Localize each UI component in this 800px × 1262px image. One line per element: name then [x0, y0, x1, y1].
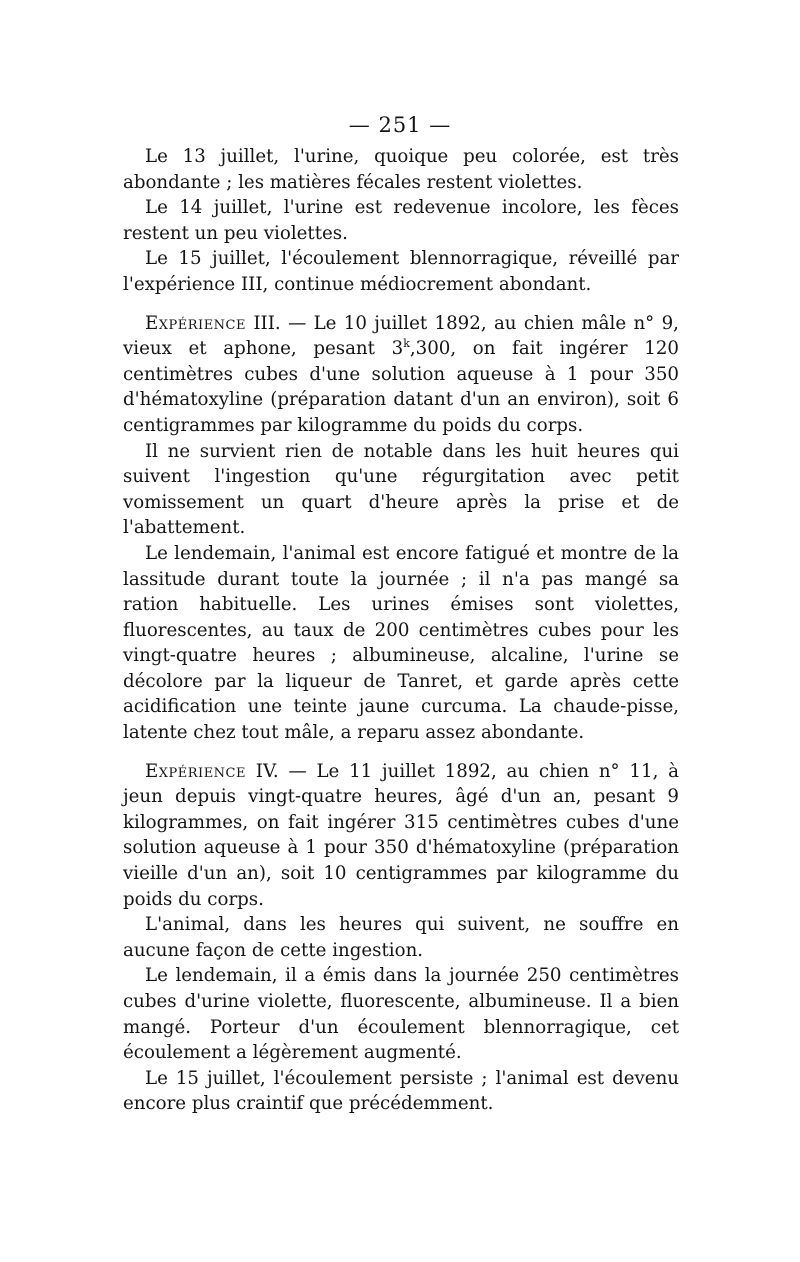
paragraph-july-14: Le 14 juillet, l'urine est redevenue incolore, les fèces restent un peu violettes. — [123, 197, 679, 244]
experience-3-intro-text-end: ,300, on fait ingérer 120 centimètres cubes d'une solution aqueuse à 1 pour 350 d'hématoxyline (préparation datant d'un an environ), soit 6 centigrammes par kilogramme du poids du corps. — [123, 338, 679, 436]
paragraph-july-15: Le 15 juillet, l'écoulement blennorragique, réveillé par l'expérience III, continue médiocrement abondant. — [123, 248, 679, 295]
weight-unit-superscript: k — [403, 337, 410, 351]
experience-number: III. — [253, 312, 281, 334]
experience-4-intro-text: — Le 11 juillet 1892, au chien n° 11, à jeun depuis vingt-quatre heures, âgé d'un an, pesant 9 kilogrammes, on fait ingérer 315 centimètres cubes d'une solution aqueuse à 1 pour 350 d'hématoxyline (préparation vieille d'un an), soit 10 centigrammes par kilogramme du poids du corps. — [123, 760, 679, 910]
experience-3-paragraph: Il ne survient rien de notable dans les huit heures qui suivent l'ingestion qu'une régurgitation avec petit vomissement un quart d'heure après la prise et de l'abattement. — [123, 440, 679, 539]
experience-label: Expérience — [145, 760, 246, 782]
experience-4-paragraph: Le 15 juillet, l'écoulement persiste ; l'animal est devenu encore plus craintif que précédemment. — [123, 1067, 679, 1115]
experience-3-paragraph: Le lendemain, l'animal est encore fatigué et montre de la lassitude durant toute la journée ; il n'a pas mangé sa ration habituelle. Les urines émises sont violettes, fluorescentes, au taux de 200 centimètres cubes pour les vingt-quatre heures ; albumineuse, alcaline, l'urine se décolore par la liqueur de Tanret, et garde après cette acidification une teinte jaune curcuma. La chaude-pisse, latente chez tout mâle, a reparu assez abondante. — [123, 542, 679, 744]
body-text — [123, 144, 679, 1117]
experience-4-paragraph: L'animal, dans les heures qui suivent, ne souffre en aucune façon de cette ingestion. — [123, 914, 679, 961]
experience-3-intro-text: — Le 10 juillet 1892, au chien mâle n° 9, vieux et aphone, pesant 3 — [123, 312, 679, 360]
experience-number: IV. — [255, 760, 279, 782]
page-number: — 251 — — [348, 113, 452, 137]
experience-4-intro — [123, 759, 679, 913]
experience-label: Expérience — [145, 312, 246, 334]
paragraph-july-13: Le 13 juillet, l'urine, quoique peu colorée, est très abondante ; les matières fécales restent violettes. — [123, 146, 679, 193]
experience-4-paragraph: Le lendemain, il a émis dans la journée 250 centimètres cubes d'urine violette, fluorescente, albumineuse. Il a bien mangé. Porteur d'un écoulement blennorragique, cet écoulement a légèrement augmenté. — [123, 965, 679, 1064]
experience-3-intro — [123, 311, 679, 439]
